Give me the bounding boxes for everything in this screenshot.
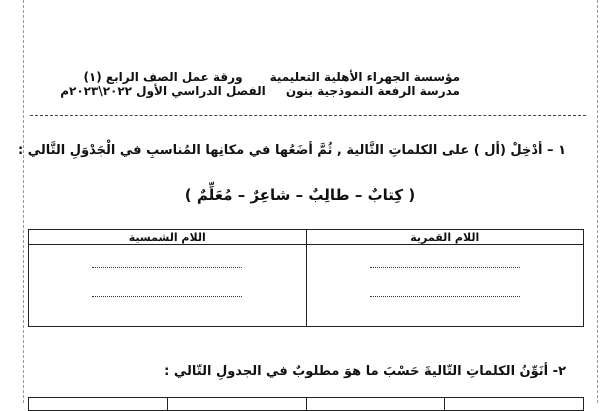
table-cell [306,398,445,411]
answer-line [370,267,520,268]
answer-line [370,296,520,297]
answer-line [92,296,242,297]
tanween-table [28,397,584,411]
question-2-text: ٢- أنَوِّنُ الكلماتِ التّاليةَ حَسْبَ ما هوَ مطلوبٌ في الجدولِ التّالي : [164,364,566,379]
shamsiya-answer-cell[interactable] [29,245,307,327]
question-1-text: ١ – أدْخِلْ (أل ) على الكلماتِ التَّالية , ثُمَّ أضَعُها في مكانِها المُناسبِ في الْجَدْوَلِ التَّالي : [17,143,566,158]
column-header-qamariya: اللام القمرية [306,230,584,245]
qamariya-answer-cell[interactable] [306,245,584,327]
school-name: مدرسة الرفعة النموذجية بنون [285,84,460,98]
worksheet-header [38,70,288,98]
table-cell [167,398,306,411]
worksheet-title: ورقة عمل الصف الرابع (١) [83,70,243,84]
question-1-words: ( كِتابٌ – طالِبٌ – شاعِرٌ – مُعَلِّمٌ ) [184,186,416,204]
semester-label: الفصل الدراسي الأول ٢٠٢٢\٢٠٢٣م [60,84,266,98]
lam-classification-table [28,229,584,327]
table-cell [29,398,168,411]
table-cell [445,398,584,411]
institution-name: مؤسسة الجهراء الأهلية التعليمية [269,70,460,84]
answer-line [92,267,242,268]
column-header-shamsiya: اللام الشمسية [29,230,307,245]
header-divider [30,115,586,116]
